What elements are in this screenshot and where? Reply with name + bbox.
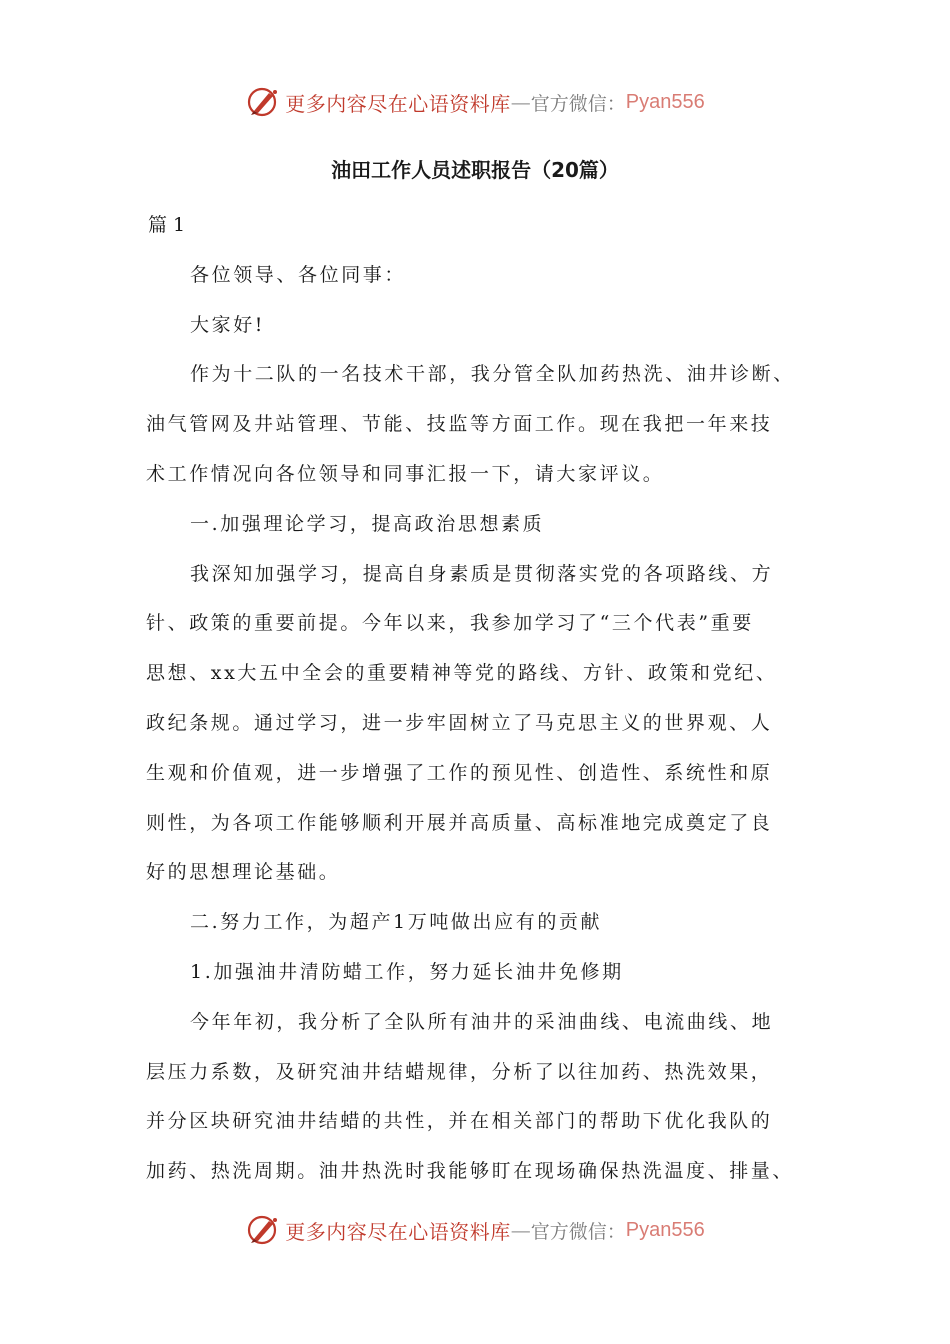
paragraph-line: 今年年初，我分析了全队所有油井的采油曲线、电流曲线、地 [190,1010,774,1033]
paragraph-line: 加药、热洗周期。油井热洗时我能够盯在现场确保热洗温度、排量、 [146,1160,795,1183]
paragraph-line: 针、政策的重要前提。今年以来，我参加学习了“三个代表”重要 [146,612,754,635]
paragraph-line: 作为十二队的一名技术干部，我分管全队加药热洗、油井诊断、 [190,363,795,386]
banner-dash: — [510,90,531,114]
banner-wechat-id: Pyan556 [625,1218,705,1241]
paragraph-line: 政纪条规。通过学习，进一步牢固树立了马克思主义的世界观、人 [146,711,773,734]
salutation: 各位领导、各位同事： [190,263,407,286]
banner-wechat-id: Pyan556 [625,90,705,113]
section-label: 篇 1 [148,214,186,236]
paragraph-line: 油气管网及井站管理、节能、技监等方面工作。现在我把一年来技 [146,413,773,436]
pen-logo-icon [245,84,281,120]
pen-logo-icon [245,1212,281,1248]
paragraph-line: 生观和价值观，进一步增强了工作的预见性、创造性、系统性和原 [146,761,773,784]
banner-wechat-label: 官方微信： [530,92,626,115]
paragraph-line: 则性，为各项工作能够顺利开展并高质量、高标准地完成奠定了良 [146,811,773,834]
heading-one: 一.加强理论学习，提高政治思想素质 [190,512,545,535]
paragraph-line: 并分区块研究油井结蜡的共性，并在相关部门的帮助下优化我队的 [146,1110,773,1133]
subheading: 1.加强油井清防蜡工作，努力延长油井免修期 [190,960,624,983]
banner-wechat-label: 官方微信： [530,1220,626,1243]
paragraph-line: 我深知加强学习，提高自身素质是贯彻落实党的各项路线、方 [190,562,774,585]
banner-main-text: 更多内容尽在心语资料库 [285,1219,511,1244]
banner-main-text: 更多内容尽在心语资料库 [285,91,511,116]
header-banner [0,82,950,122]
paragraph-line: 术工作情况向各位领导和同事汇报一下，请大家评议。 [146,462,665,485]
greeting: 大家好! [190,313,266,336]
paragraph-line: 思想、xx大五中全会的重要精神等党的路线、方针、政策和党纪、 [146,662,778,685]
document-title: 油田工作人员述职报告（20篇） [331,158,619,182]
paragraph-line: 层压力系数，及研究油井结蜡规律，分析了以往加药、热洗效果， [146,1060,773,1083]
paragraph-line: 好的思想理论基础。 [146,861,341,884]
document-body [146,201,836,1197]
footer-banner [0,1210,950,1250]
banner-dash: — [510,1218,531,1242]
heading-two: 二.努力工作，为超产1万吨做出应有的贡献 [190,911,603,934]
